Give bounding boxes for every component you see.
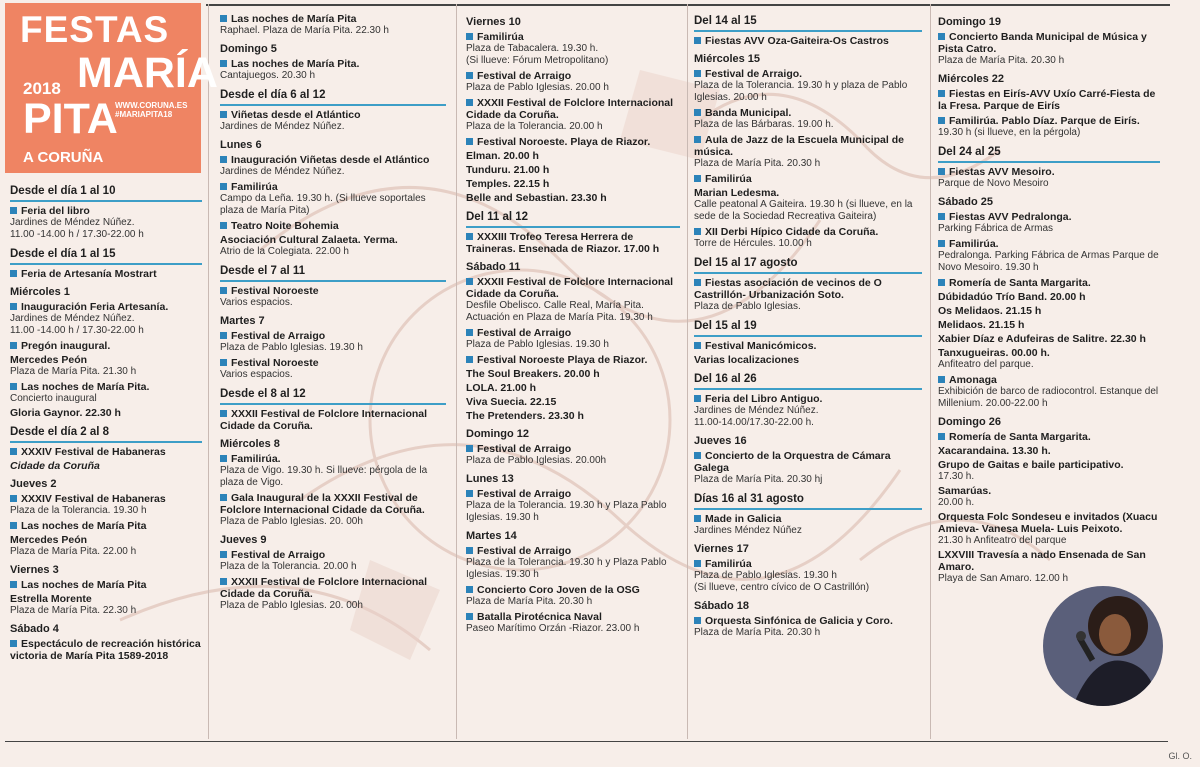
- date-range-heading: Del 16 al 26: [694, 372, 922, 390]
- performer-name: The Soul Breakers. 20.00 h: [466, 368, 600, 380]
- event-title: Festival de Arraigo: [220, 549, 446, 561]
- event-title: Festival de Arraigo: [466, 443, 680, 455]
- date-range-heading: Del 14 al 15: [694, 14, 922, 32]
- event-title: Las noches de María Pita: [220, 13, 446, 25]
- event-detail: Plaza de Pablo Iglesias. 20.00h: [466, 455, 607, 466]
- performer-name: The Pretenders. 23.30 h: [466, 410, 584, 422]
- event-detail: Atrio de la Colegiata. 22.00 h: [220, 246, 349, 257]
- performer-name: Asociación Cultural Zalaeta. Yerma.: [220, 234, 398, 246]
- event-title: Inauguración Viñetas desde el Atlántico: [220, 154, 446, 166]
- schedule-column-5: [938, 10, 1160, 585]
- column-divider: [930, 4, 931, 739]
- performer-name: Orquesta Folc Sondeseu e invitados (Xuacu Amieva- Vanesa Muela- Luis Peixoto.: [938, 511, 1158, 535]
- event-detail: 17.30 h.: [938, 471, 975, 482]
- column-divider: [687, 4, 688, 739]
- performer-name: Samarúas.: [938, 485, 992, 497]
- event-title: Pregón inaugural.: [10, 340, 202, 352]
- event-detail: Cantajuegos. 20.30 h: [220, 70, 316, 81]
- event-detail: Paseo Marítimo Orzán -Riazor. 23.00 h: [466, 623, 640, 634]
- day-heading: Martes 14: [466, 530, 517, 542]
- event-detail: Varios espacios.: [220, 297, 293, 308]
- event-detail: Parque de Novo Mesoiro: [938, 178, 1049, 189]
- event-detail: 11.00 -14.00 h / 17.30-22.00 h: [10, 325, 144, 336]
- day-heading: Miércoles 1: [10, 286, 70, 298]
- schedule-column-3: [466, 10, 680, 635]
- event-title: Familirúa: [694, 558, 922, 570]
- logo-web: WWW.CORUNA.ES #MARIAPITA18: [115, 101, 188, 119]
- day-heading: Sábado 4: [10, 623, 59, 635]
- day-heading: Miércoles 8: [220, 438, 280, 450]
- event-title: Teatro Noite Bohemia: [220, 220, 446, 232]
- event-detail: 11.00 -14.00 h / 17.30-22.00 h: [10, 229, 144, 240]
- day-heading: Sábado 18: [694, 600, 750, 612]
- event-title: Feria de Artesanía Mostrart: [10, 268, 202, 280]
- event-title: Concierto Coro Joven de la OSG: [466, 584, 680, 596]
- day-heading: Domingo 5: [220, 43, 277, 55]
- top-rule: [206, 4, 1170, 6]
- performer-name: Varias localizaciones: [694, 354, 800, 366]
- performer-name: Cidade da Coruña: [10, 460, 100, 472]
- day-heading: Jueves 2: [10, 478, 57, 490]
- schedule-column-4: [694, 8, 922, 639]
- event-detail: Jardines de Méndez Núñez.: [10, 313, 135, 324]
- event-title: Festival Noroeste: [220, 285, 446, 297]
- event-detail: Plaza de María Pita. 20.30 h: [466, 596, 593, 607]
- singer-photo: [1043, 586, 1163, 706]
- event-detail: Jardines de Méndez Núñez.: [220, 121, 345, 132]
- event-detail: Jardines Méndez Núñez: [694, 525, 802, 536]
- day-heading: Lunes 6: [220, 139, 262, 151]
- event-detail: Plaza de la Tolerancia. 19.30 h y Plaza Pablo Iglesias. 19.30 h: [466, 500, 667, 523]
- event-title: Festival de Arraigo: [466, 70, 680, 82]
- event-detail: Plaza de María Pita. 20.30 h: [938, 55, 1065, 66]
- event-title: Familirúa.: [938, 238, 1160, 250]
- event-detail: Plaza de Pablo Iglesias. 20. 00h: [220, 516, 363, 527]
- event-title: Festival de Arraigo: [466, 488, 680, 500]
- event-title: Made in Galicia: [694, 513, 922, 525]
- date-range-heading: Desde el 8 al 12: [220, 387, 446, 405]
- performer-name: Os Melidaos. 21.15 h: [938, 305, 1042, 317]
- event-title: Las noches de María Pita.: [10, 381, 202, 393]
- event-title: Viñetas desde el Atlántico: [220, 109, 446, 121]
- performer-name: Melidaos. 21.15 h: [938, 319, 1025, 331]
- event-title: Fiestas asociación de vecinos de O Castrillón- Urbanización Soto.: [694, 277, 922, 301]
- event-detail: Jardines de Méndez Núñez.: [10, 217, 135, 228]
- event-detail: Torre de Hércules. 10.00 h: [694, 238, 812, 249]
- date-range-heading: Del 11 al 12: [466, 210, 680, 228]
- logo-pita: PITA: [23, 95, 118, 143]
- event-detail: Plaza de Pablo Iglesias. 20.00 h: [466, 82, 609, 93]
- event-title: Gala Inaugural de la XXXII Festival de Folclore Internacional Cidade da Coruña.: [220, 492, 446, 516]
- day-heading: Domingo 12: [466, 428, 529, 440]
- event-detail: Plaza de las Bárbaras. 19.00 h.: [694, 119, 834, 130]
- event-title: Festival Noroeste. Playa de Riazor.: [466, 136, 680, 148]
- event-title: Espectáculo de recreación histórica victoria de María Pita 1589-2018: [10, 638, 201, 662]
- date-range-heading: Del 15 al 17 agosto: [694, 256, 922, 274]
- event-detail: Pedralonga. Parking Fábrica de Armas Parque de Novo Mesoiro. 19.30 h: [938, 250, 1159, 273]
- event-detail: Concierto inaugural: [10, 393, 97, 404]
- event-detail: Anfiteatro del parque.: [938, 359, 1034, 370]
- date-range-heading: Desde el día 1 al 15: [10, 247, 202, 265]
- schedule-column-2: [220, 10, 446, 612]
- performer-name: Mercedes Peón: [10, 354, 88, 366]
- event-title: Familirúa. Pablo Díaz. Parque de Eirís.: [938, 115, 1160, 127]
- event-title: Familirúa: [694, 173, 922, 185]
- logo-festas: FESTAS: [20, 9, 170, 50]
- event-detail: Campo da Leña. 19.30 h. (Si llueve soportales plaza de María Pita): [220, 193, 426, 216]
- logo-year: 2018: [23, 79, 61, 98]
- event-title: Fiestas AVV Mesoiro.: [938, 166, 1160, 178]
- event-title: Familirúa.: [220, 453, 446, 465]
- event-title: Fiestas AVV Pedralonga.: [938, 211, 1160, 223]
- performer-name: Xacarandaina. 13.30 h.: [938, 445, 1051, 457]
- performer-name: LOLA. 21.00 h: [466, 382, 537, 394]
- day-heading: Jueves 16: [694, 435, 747, 447]
- event-detail: Plaza de María Pita. 21.30 h: [10, 366, 137, 377]
- event-title: XII Derbi Hípico Cidade da Coruña.: [694, 226, 922, 238]
- event-title: Festival Manicómicos.: [694, 340, 922, 352]
- day-heading: Domingo 19: [938, 16, 1001, 28]
- date-range-heading: Desde el día 6 al 12: [220, 88, 446, 106]
- performer-name: Marian Ledesma.: [694, 187, 780, 199]
- event-detail: Parking Fábrica de Armas: [938, 223, 1054, 234]
- event-detail: Plaza de Tabacalera. 19.30 h.: [466, 43, 599, 54]
- logo-maria: MARÍA: [77, 49, 218, 97]
- day-heading: Miércoles 22: [938, 73, 1005, 85]
- performer-name: Elman. 20.00 h: [466, 150, 539, 162]
- day-heading: Viernes 10: [466, 16, 521, 28]
- event-title: Concierto Banda Municipal de Música y Pista Catro.: [938, 31, 1160, 55]
- event-title: XXXIV Festival de Habaneras: [10, 446, 202, 458]
- event-title: Banda Municipal.: [694, 107, 922, 119]
- event-title: Festival de Arraigo: [466, 327, 680, 339]
- performer-name: LXXVIII Travesía a nado Ensenada de San Amaro.: [938, 549, 1146, 573]
- event-title: XXXII Festival de Folclore Internacional Cidade da Coruña.: [220, 576, 446, 600]
- event-detail: Plaza de la Tolerancia. 20.00 h: [466, 121, 603, 132]
- date-range-heading: Desde el día 1 al 10: [10, 184, 202, 202]
- event-title: Fiestas AVV Oza-Gaiteira-Os Castros: [694, 35, 922, 47]
- day-heading: Sábado 25: [938, 196, 994, 208]
- event-title: Familirúa: [220, 181, 446, 193]
- day-heading: Viernes 17: [694, 543, 749, 555]
- performer-name: Belle and Sebastian. 23.30 h: [466, 192, 607, 204]
- day-heading: Sábado 11: [466, 261, 521, 273]
- event-detail: Plaza de María Pita. 20.30 hj: [694, 474, 823, 485]
- event-title: Orquesta Sinfónica de Galicia y Coro.: [694, 615, 922, 627]
- event-detail: 21.30 h Anfiteatro del parque: [938, 535, 1067, 546]
- event-title: Festival de Arraigo: [466, 545, 680, 557]
- event-detail: (Si llueve: Fórum Metropolitano): [466, 55, 609, 66]
- event-title: XXXIV Festival de Habaneras: [10, 493, 202, 505]
- performer-name: Estrella Morente: [10, 593, 92, 605]
- event-detail: Jardines de Méndez Núñez.: [220, 166, 345, 177]
- event-title: XXXIII Trofeo Teresa Herrera de Traineras. Ensenada de Riazor. 17.00 h: [466, 231, 680, 255]
- performer-name: Tanxugueiras. 00.00 h.: [938, 347, 1050, 359]
- event-title: Festival de Arraigo: [220, 330, 446, 342]
- performer-name: Tunduru. 21.00 h: [466, 164, 550, 176]
- day-heading: Viernes 3: [10, 564, 59, 576]
- event-detail: Plaza de la Tolerancia. 20.00 h: [220, 561, 357, 572]
- performer-name: Gloria Gaynor. 22.30 h: [10, 407, 121, 419]
- photo-credit: Gl. O.: [1168, 751, 1192, 761]
- event-detail: Varios espacios.: [220, 369, 293, 380]
- event-title: Festival de Arraigo.: [694, 68, 922, 80]
- event-detail: Plaza de la Tolerancia. 19.30 h y Plaza Pablo Iglesias. 19.30 h: [466, 557, 667, 580]
- event-title: Las noches de María Pita: [10, 579, 202, 591]
- day-heading: Lunes 13: [466, 473, 514, 485]
- event-detail: 19.30 h (si llueve, en la pérgola): [938, 127, 1081, 138]
- event-detail: Plaza de Vigo. 19.30 h. Si llueve: pérgola de la plaza de Vigo.: [220, 465, 428, 488]
- event-detail: Calle peatonal A Gaiteira. 19.30 h (si llueve, en la sede de la Sociedad Recreativa Gaiteira): [694, 199, 913, 222]
- event-detail: Plaza de María Pita. 20.30 h: [694, 627, 821, 638]
- event-detail: Raphael. Plaza de María Pita. 22.30 h: [220, 25, 389, 36]
- event-detail: Plaza de María Pita. 20.30 h: [694, 158, 821, 169]
- performer-name: Viva Suecia. 22.15: [466, 396, 557, 408]
- event-title: Festival Noroeste: [220, 357, 446, 369]
- event-title: Batalla Pirotécnica Naval: [466, 611, 680, 623]
- festival-logo: [5, 3, 218, 173]
- event-title: XXXII Festival de Folclore Internacional Cidade da Coruña.: [220, 408, 446, 432]
- event-detail: (Si llueve, centro cívico de O Castrillón): [694, 582, 870, 593]
- event-title: Las noches de María Pita: [10, 520, 202, 532]
- event-detail: Exhibición de barco de radiocontrol. Estanque del Millenium. 20.00-22.00 h: [938, 386, 1159, 409]
- date-range-heading: Desde el día 2 al 8: [10, 425, 202, 443]
- schedule-column-1: [10, 178, 202, 662]
- date-range-heading: Desde el 7 al 11: [220, 264, 446, 282]
- event-detail: Plaza de Pablo Iglesias. 19.30 h: [220, 342, 363, 353]
- event-detail: 11.00-14.00/17.30-22.00 h.: [694, 417, 814, 428]
- event-detail: Jardines de Méndez Núñez.: [694, 405, 819, 416]
- event-title: Festival Noroeste Playa de Riazor.: [466, 354, 680, 366]
- event-detail: Plaza de la Tolerancia. 19.30 h y plaza de Pablo Iglesias. 20.00 h: [694, 80, 908, 103]
- event-title: XXXII Festival de Folclore Internacional Cidade da Coruña.: [466, 97, 680, 121]
- event-title: Romería de Santa Margarita.: [938, 431, 1160, 443]
- event-detail: Plaza de Pablo Iglesias. 19.30 h: [694, 570, 837, 581]
- day-heading: Domingo 26: [938, 416, 1001, 428]
- bottom-rule: [5, 741, 1168, 742]
- event-detail: Plaza de María Pita. 22.30 h: [10, 605, 137, 616]
- column-divider: [208, 4, 209, 739]
- event-title: Aula de Jazz de la Escuela Municipal de música.: [694, 134, 922, 158]
- event-detail: 20.00 h.: [938, 497, 975, 508]
- event-title: Feria del libro: [10, 205, 202, 217]
- performer-name: Dúbidadúo Trío Band. 20.00 h: [938, 291, 1086, 303]
- event-detail: Plaza de María Pita. 22.00 h: [10, 546, 137, 557]
- event-title: XXXII Festival de Folclore Internacional Cidade da Coruña.: [466, 276, 680, 300]
- event-title: Feria del Libro Antiguo.: [694, 393, 922, 405]
- event-detail: Plaza de la Tolerancia. 19.30 h: [10, 505, 147, 516]
- performer-name: Temples. 22.15 h: [466, 178, 550, 190]
- column-divider: [456, 4, 457, 739]
- event-detail: Plaza de Pablo Iglesias. 19.30 h: [466, 339, 609, 350]
- day-heading: Jueves 9: [220, 534, 267, 546]
- event-title: Familirúa: [466, 31, 680, 43]
- day-heading: Martes 7: [220, 315, 265, 327]
- date-range-heading: Días 16 al 31 agosto: [694, 492, 922, 510]
- event-title: Concierto de la Orquestra de Cámara Galega: [694, 450, 922, 474]
- logo-city: A CORUÑA: [23, 149, 104, 166]
- event-title: Inauguración Feria Artesanía.: [10, 301, 202, 313]
- event-title: Romería de Santa Margarita.: [938, 277, 1160, 289]
- event-title: Las noches de María Pita.: [220, 58, 446, 70]
- event-detail: Playa de San Amaro. 12.00 h: [938, 573, 1069, 584]
- performer-name: Xabier Díaz e Adufeiras de Salitre. 22.30 h: [938, 333, 1146, 345]
- event-title: Fiestas en Eirís-AVV Uxío Carré-Fiesta de la Fresa. Parque de Eirís: [938, 88, 1160, 112]
- date-range-heading: Del 15 al 19: [694, 319, 922, 337]
- event-title: Amonaga: [938, 374, 1160, 386]
- event-detail: Desfile Obelisco. Calle Real, María Pita. Actuación en Plaza de María Pita. 19.30 h: [466, 300, 653, 323]
- date-range-heading: Del 24 al 25: [938, 145, 1160, 163]
- event-detail: Plaza de Pablo Iglesias.: [694, 301, 801, 312]
- performer-name: Mercedes Peón: [10, 534, 88, 546]
- event-detail: Plaza de Pablo Iglesias. 20. 00h: [220, 600, 363, 611]
- performer-name: Grupo de Gaitas e baile participativo.: [938, 459, 1124, 471]
- day-heading: Miércoles 15: [694, 53, 761, 65]
